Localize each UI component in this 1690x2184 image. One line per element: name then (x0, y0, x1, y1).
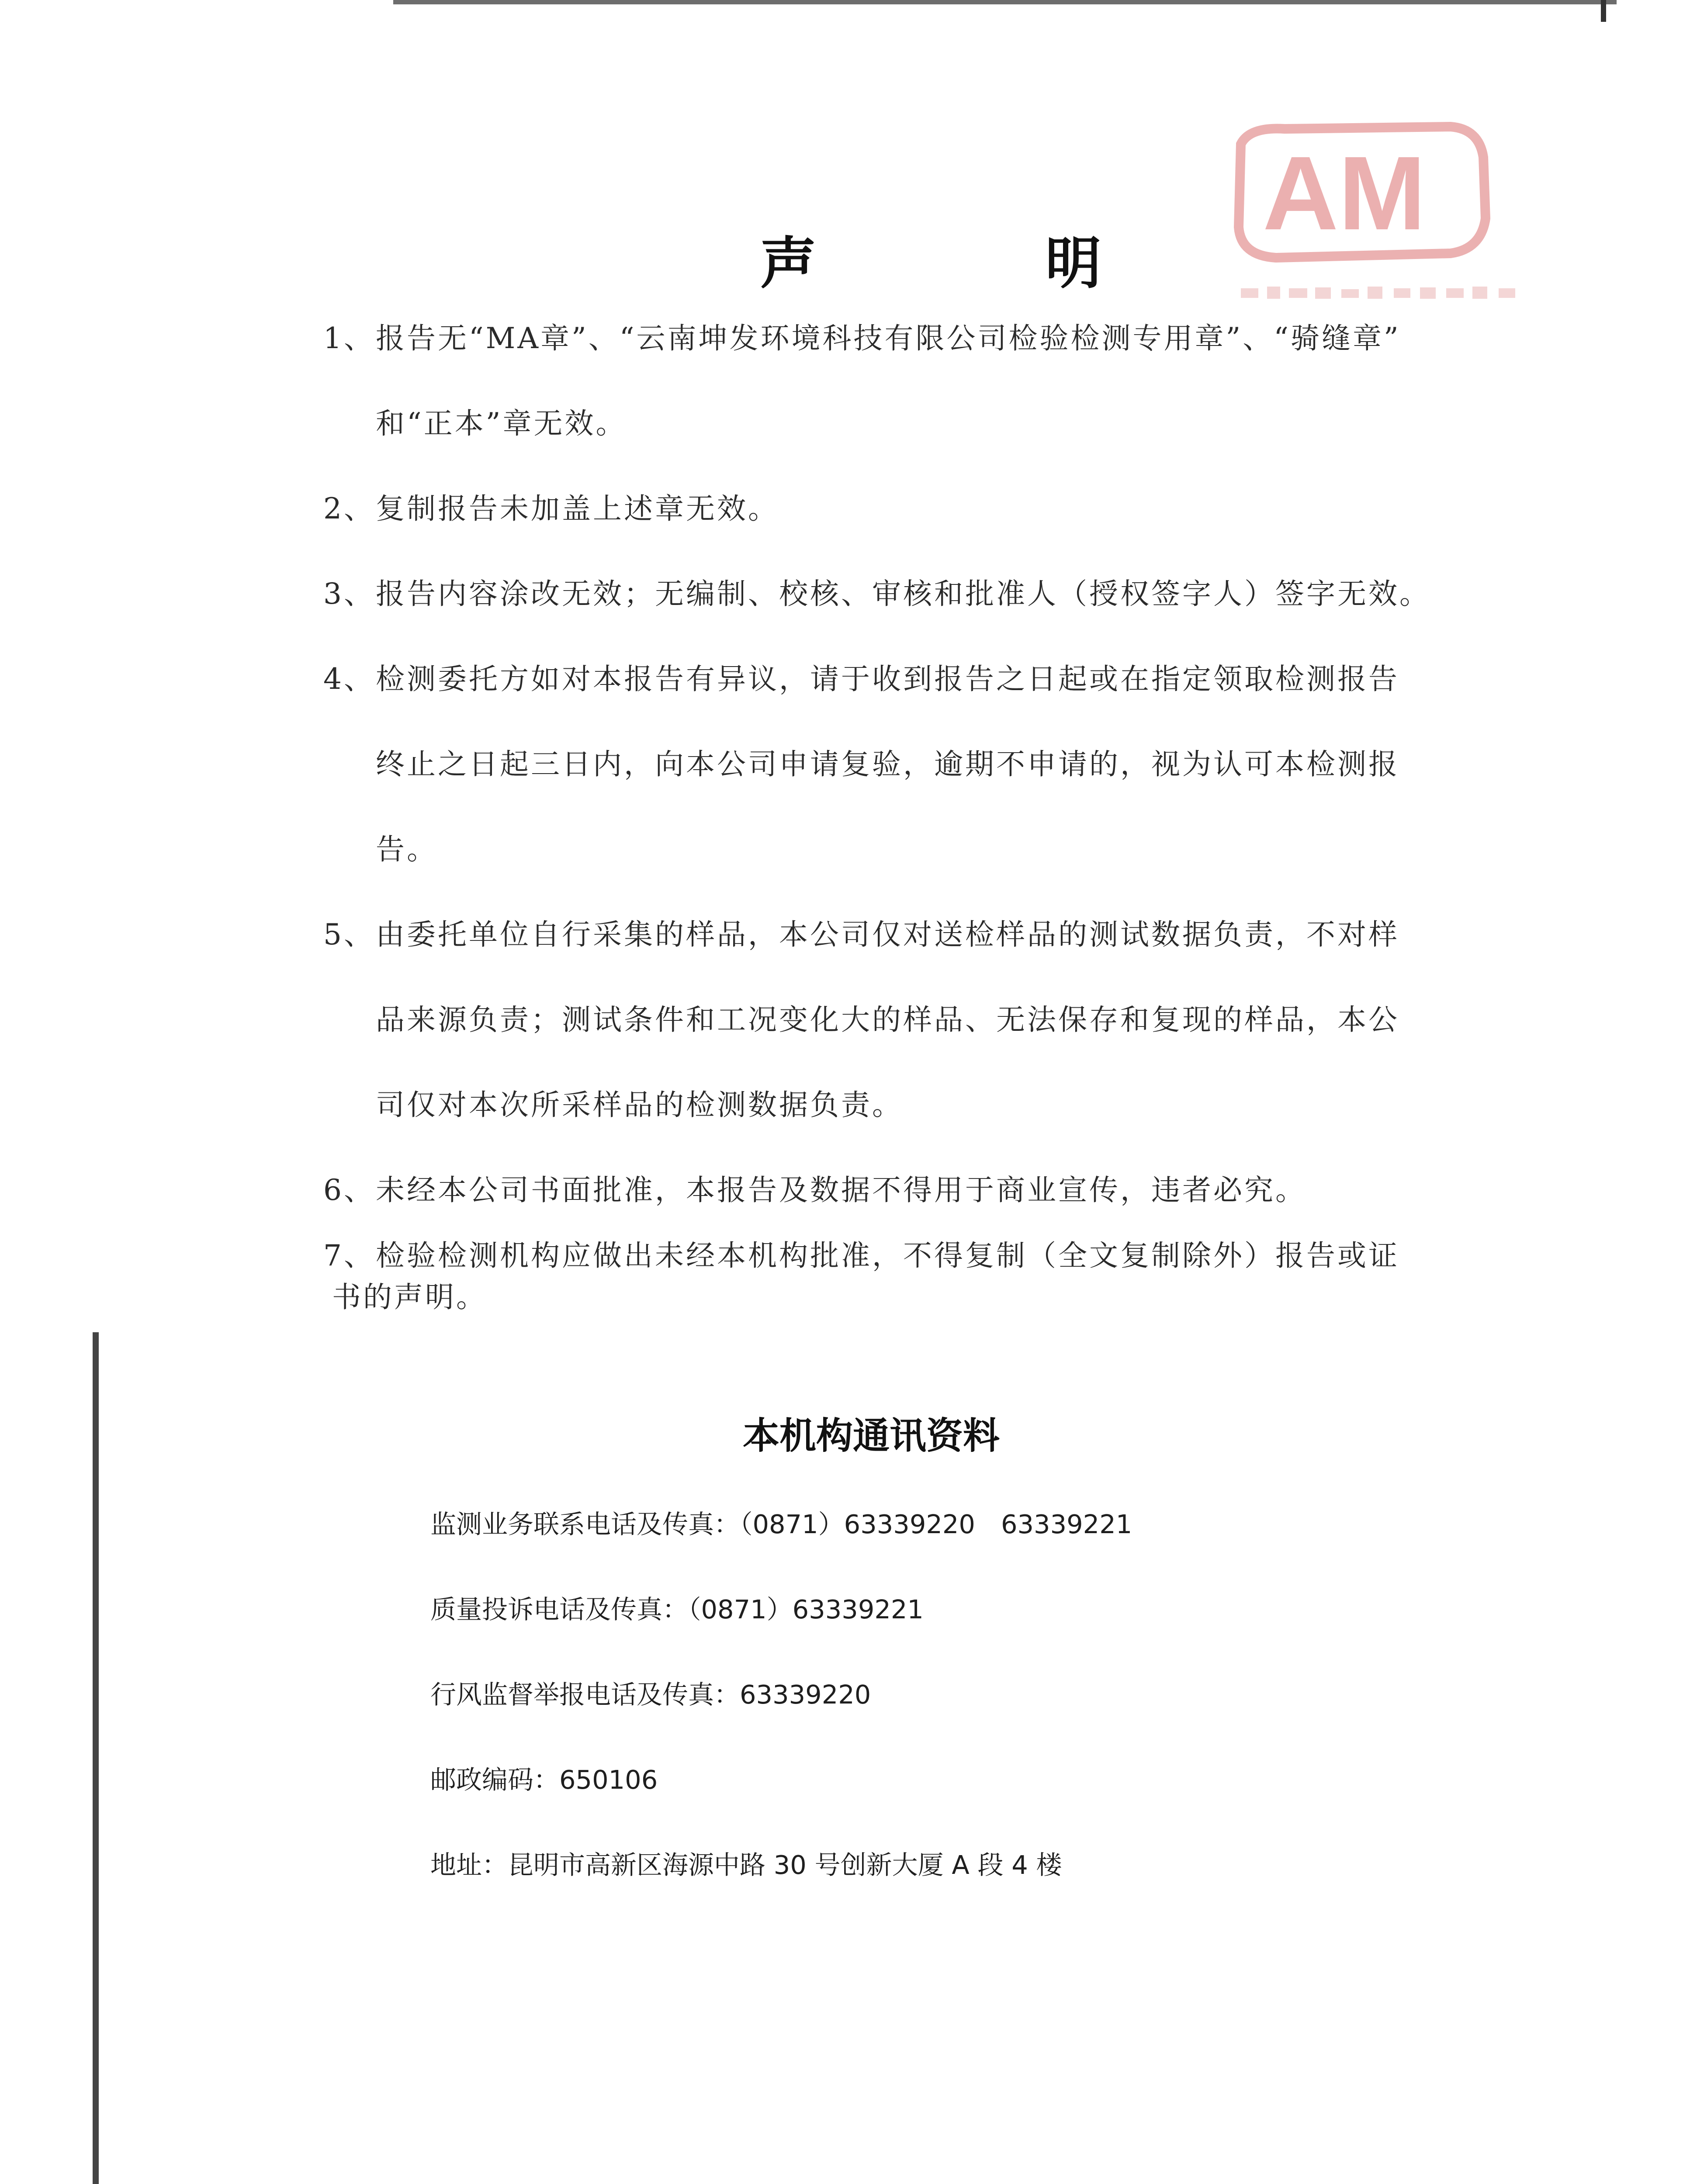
statement-5 (323, 915, 1399, 954)
contact-label: 监测业务联系电话及传真： (430, 1509, 740, 1539)
statement-number: 1、 (323, 321, 375, 355)
contact-label: 地址： (430, 1850, 508, 1880)
contact-label: 质量投诉电话及传真： (430, 1594, 689, 1624)
contact-value: 昆明市高新区海源中路 30 号创新大厦 A 段 4 楼 (508, 1850, 1062, 1880)
statement-5-cont: 品来源负责；测试条件和工况变化大的样品、无法保存和复现的样品，本公 (376, 1003, 1399, 1037)
contact-address (430, 1848, 1062, 1883)
statement-text: 复制报告未加盖上述章无效。 (376, 492, 779, 525)
contact-label: 邮政编码： (430, 1765, 560, 1795)
contact-value: （0871）63339221 (688, 1594, 924, 1624)
statement-text: 报告内容涂改无效；无编制、校核、审核和批准人（授权签字人）签字无效。 (376, 577, 1430, 611)
stamp-serial (1236, 280, 1525, 306)
svg-text:AM: AM (1263, 135, 1426, 252)
page-title: 声 明 (760, 231, 1206, 296)
statement-text: 报告无“MA章”、“云南坤发环境科技有限公司检验检测专用章”、“骑缝章” (376, 321, 1401, 355)
scan-edge-top (393, 0, 1617, 4)
statement-2 (323, 489, 779, 529)
contact-complaint (430, 1592, 924, 1627)
statement-6 (323, 1171, 1306, 1210)
contact-label: 行风监督举报电话及传真： (430, 1679, 740, 1710)
contact-business (430, 1507, 1132, 1542)
statement-text: 检验检测机构应做出未经本机构批准，不得复制（全文复制除外）报告或证 (376, 1239, 1399, 1272)
statement-5-cont: 司仅对本次所采样品的检测数据负责。 (376, 1088, 903, 1122)
contact-report (430, 1677, 871, 1712)
statement-7-cont: 书的声明。 (332, 1280, 487, 1314)
statement-3 (323, 574, 1430, 614)
statement-text: 检测委托方如对本报告有异议，请于收到报告之日起或在指定领取检测报告 (376, 662, 1399, 696)
cma-stamp (1223, 118, 1494, 275)
contact-postal (430, 1762, 658, 1797)
statement-text: 由委托单位自行采集的样品，本公司仅对送检样品的测试数据负责，不对样 (376, 918, 1399, 951)
scan-edge-right (1601, 0, 1606, 22)
statement-4-cont: 终止之日起三日内，向本公司申请复验，逾期不申请的，视为认可本检测报 (376, 747, 1399, 781)
statement-number: 4、 (323, 662, 375, 696)
contact-heading: 本机构通讯资料 (743, 1414, 1000, 1457)
contact-value: 650106 (559, 1765, 658, 1795)
scan-edge-left (93, 1332, 99, 2184)
statement-number: 5、 (323, 918, 375, 951)
statement-4-cont: 告。 (376, 833, 438, 866)
contact-value: （0871）63339220 63339221 (740, 1509, 1132, 1539)
statement-number: 2、 (323, 492, 375, 525)
statement-7 (323, 1236, 1399, 1275)
statement-number: 7、 (323, 1239, 375, 1272)
statement-number: 6、 (323, 1173, 375, 1207)
contact-value: 63339220 (740, 1679, 871, 1710)
statement-text: 未经本公司书面批准，本报告及数据不得用于商业宣传，违者必究。 (376, 1173, 1306, 1207)
statement-number: 3、 (323, 577, 375, 611)
statement-1 (323, 319, 1401, 358)
statement-1-cont: 和“正本”章无效。 (376, 407, 627, 440)
statement-4 (323, 660, 1399, 699)
